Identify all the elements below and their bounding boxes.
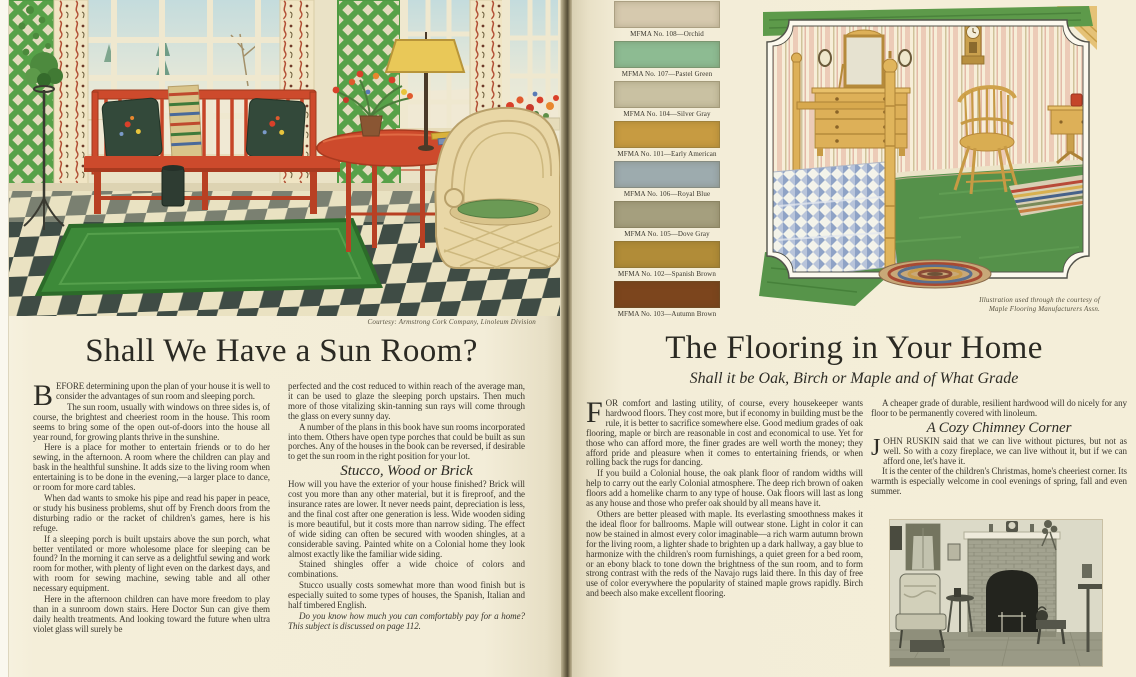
paragraph: If a sleeping porch is built upstairs above the sun porch, what better ventilated or more wholesome place for sleeping can be found? In the morning it can serve as a delightful sewing and work room for mother, with plenty of light even on the darkest days, and with room for sewing machine, sewing table and all other necessary equipment. [33, 533, 270, 594]
paragraph: A number of the plans in this book have sun rooms incorporated into them. Others have open type porches that could be built as sun porches. Any of the houses in the book can be reversed, if desirable to get the sun room in the right position for your lot. [288, 421, 525, 462]
italic-note: Do you know how much you can comfortably pay for a home? This subject is discussed on page 112. [288, 610, 525, 631]
dropcap-b: B [33, 382, 53, 412]
left-page-title: Shall We Have a Sun Room? [85, 333, 478, 369]
sunroom-credit: Courtesy: Armstrong Cork Company, Linoleum Division [367, 318, 536, 326]
flooring-swatch [614, 121, 720, 158]
paragraph-text: OR comfort and lasting utility, of course, every housekeeper wants hardwood floors. They cost more, but if economy in building must be the rule, it is better to sacrifice somewhere else. Good medium grades of oak flooring, maple or birch are reasonable in cost and economical to use. Yet for those who can afford more, the finer grades are well worth the money; they afford pride and pleasure when it comes to entertaining friends, or when rolling back the rugs for dancing. [586, 399, 863, 468]
flooring-swatch [614, 241, 720, 278]
left-page [0, 0, 563, 677]
mantel-clock [1006, 521, 1018, 532]
flooring-swatch [614, 41, 720, 78]
swatch-label: MFMA No. 101—Early American [617, 150, 717, 158]
flooring-swatch [614, 161, 720, 198]
flooring-swatch [614, 1, 720, 38]
swatch-label: MFMA No. 107—Pastel Green [621, 70, 713, 78]
paragraph: A cheaper grade of durable, resilient hardwood will do nicely for any floor to be permanently covered with linoleum. [871, 399, 1127, 418]
paragraph: When dad wants to smoke his pipe and read his paper in peace, or study his business problems, shut off by French doors from the disturbing radio or the racket of children's games, here is his refuge. [33, 492, 270, 533]
right-page-title: The Flooring in Your Home [665, 330, 1043, 366]
photo-picture-frame [890, 526, 902, 550]
dropcap-j: J [871, 434, 881, 461]
swatch-chip-spanish-brown [614, 241, 720, 268]
left-page-columns [33, 382, 525, 666]
swatch-label: MFMA No. 106—Royal Blue [623, 190, 711, 198]
swatch-chip-pastel-green [614, 41, 720, 68]
paragraph: Here is a place for mother to entertain friends or to do her sewing, in the afternoon. A room where the children can play and bask in the healthful sunshine. It adds size to the living room when entertaining is to be done in the evening,—a larger place to dance, or room for more card tables. [33, 442, 270, 493]
bedroom-credit [870, 296, 1100, 315]
dropcap-f: F [586, 399, 603, 429]
waste-basket [162, 165, 184, 206]
swatch-chip-silver-gray [614, 81, 720, 108]
paragraph: How will you have the exterior of your house finished? Brick will cost you more than any other material, but it is fireproof, and the insurance rates are lower. It never needs paint, depreciation is less, and the final cost after one generation is less. Wide wooden siding is more beautiful, but it costs more than narrow siding. The effect of wide siding can often be secured with wooden shingles, at a considerable saving. Painted white on a Colonial home they look almost exactly like the familiar wide siding. [288, 479, 525, 559]
swatch-label: MFMA No. 105—Dove Gray [624, 230, 710, 238]
paragraph: Here in the afternoon children can have more freedom to play than in a sunroom down stairs. Here Doctor Sun can give them daily health treatments. And looking toward the future when ultra violet glass will surely be [33, 594, 270, 634]
dresser-mirror [845, 36, 883, 86]
fireplace-opening [986, 570, 1038, 632]
oval-portrait [819, 50, 831, 66]
paragraph-text: EFORE determining upon the plan of your house it is well to consider the advantages of sun room and sleeping porch. [55, 382, 270, 401]
fireplace-photo-scene [890, 520, 1102, 666]
left-column-2 [288, 382, 525, 666]
wicker-chair [435, 108, 560, 268]
photo-window [906, 524, 940, 570]
paragraph: Stained shingles offer a wide choice of colors and combinations. [288, 559, 525, 580]
candlestick [989, 524, 993, 532]
bedroom-scene [759, 6, 1097, 306]
braided-rug [879, 260, 991, 288]
right-column-1 [586, 399, 863, 667]
striped-blanket [168, 85, 202, 160]
page-edge [0, 0, 9, 677]
bedroom-credit-line1: Illustration used through the courtesy of [979, 296, 1100, 304]
swatch-chip-autumn-brown [614, 281, 720, 308]
paragraph: Stucco usually costs somewhat more than wood finish but is especially suited to some types of houses, the Spanish, Italian and half timbered English. [288, 580, 525, 611]
swatch-label: MFMA No. 103—Autumn Brown [617, 310, 717, 318]
swatch-chip-royal-blue [614, 161, 720, 188]
photo-picture-frame [948, 544, 960, 560]
paragraph [33, 382, 270, 412]
settee-pillow [102, 98, 163, 161]
footstool [910, 640, 944, 652]
fireplace-photo [889, 519, 1103, 667]
paragraph: perfected and the cost reduced to within reach of the average man, it can be used to glaze the sleeping porch upstairs. Then much more of those vitalizing skin-tanning sun rays will come through the glass on every sunny day. [288, 382, 525, 421]
left-column-1 [33, 382, 270, 666]
section-heading-stucco-wood-brick: Stucco, Wood or Brick [340, 463, 473, 480]
oval-portrait [899, 50, 911, 66]
candlestick [1030, 524, 1034, 532]
paragraph: Others are better pleased with maple. Its everlasting smoothness makes it the ideal floor for ballrooms. Maple will outwear stone. Light in color it can now be stained in almost every color imaginable—a rich warm autumn brown for the living room, a lighter shade to brighten up a dark hallway, a gay blue to harmonize with the children's room furnishings, a quiet green for a bed room, or an ebony black to tone down the brightness of the sun room, and to form strong contrast with the reds of the Navajo rugs laid there. In this day of free use of color everywhere the popularity of stained maple grows rapidly. Birch and beech also make excellent flooring. [586, 508, 863, 599]
paragraph: If you build a Colonial house, the oak plank floor of random widths will help to carry out the early Colonial atmosphere. The deep rich brown of oaken floors add a homelike charm to any type of house. Oak floors will last as long as any house and those who prefer oak should by all means have it. [586, 468, 863, 509]
swatch-chip-early-american [614, 121, 720, 148]
swatch-label: MFMA No. 102—Spanish Brown [618, 270, 716, 278]
paragraph [871, 434, 1127, 467]
red-jar [1071, 94, 1082, 106]
swatch-chip-dove-gray [614, 201, 720, 228]
bedroom-interior [773, 13, 1097, 280]
bedroom-credit-line2: Maple Flooring Manufacturers Assn. [988, 305, 1100, 314]
flooring-swatch-column [614, 1, 720, 321]
flooring-swatch [614, 201, 720, 238]
patchwork-quilt [773, 162, 897, 280]
swatch-label: MFMA No. 104—Silver Gray [623, 110, 711, 118]
right-page-subtitle: Shall it be Oak, Birch or Maple and of What Grade [689, 370, 1019, 387]
section-heading-cozy-chimney-corner: A Cozy Chimney Corner [926, 419, 1072, 436]
curtain [54, 0, 88, 214]
paragraph: The sun room, usually with windows on three sides is, of course, the brightest and cheeriest room in the house. This room seems to bring some of the open out-of-doors into the house all year round, for growing plants thrive in the sunshine. [33, 401, 270, 442]
bedroom-illustration [759, 6, 1097, 306]
paragraph: It is the center of the children's Christmas, home's cheeriest corner. Its warmth is especially welcome in cool evenings of spring, fall and even summer. [871, 466, 1127, 497]
swatch-label: MFMA No. 108—Orchid [630, 30, 704, 38]
sunroom-illustration [8, 0, 560, 316]
paragraph-text: OHN RUSKIN said that we can live without pictures, but not as well. So with a cozy fireplace, we can live without it, but if we can afford one, let's have it. [883, 435, 1127, 466]
settee-pillow [246, 98, 306, 160]
flooring-swatch [614, 281, 720, 318]
paragraph [586, 399, 863, 468]
flooring-swatch [614, 81, 720, 118]
swatch-chip-orchid [614, 1, 720, 28]
right-page [572, 0, 1136, 677]
sunroom-scene [8, 0, 560, 316]
